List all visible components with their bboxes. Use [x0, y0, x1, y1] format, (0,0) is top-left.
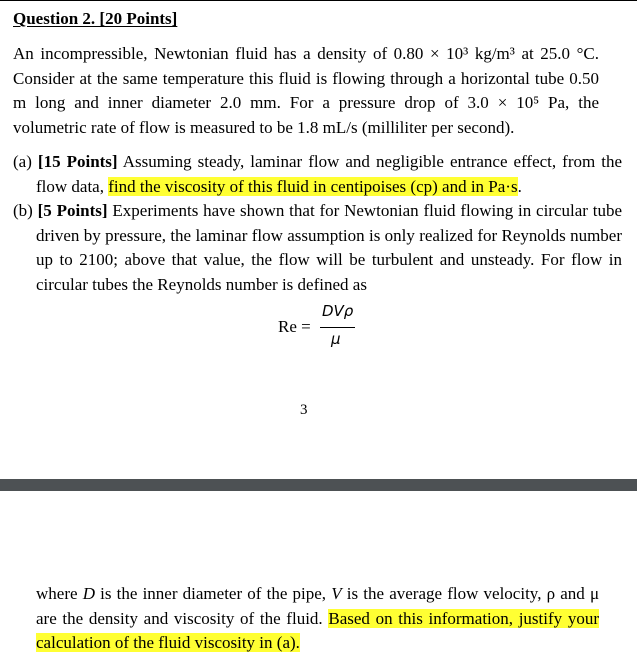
part-a-label: (a) [13, 152, 32, 171]
part-b [13, 199, 622, 297]
part-b-points: [5 Points] [37, 201, 108, 220]
reynolds-equation [278, 302, 368, 352]
part-a [13, 150, 622, 199]
equation-numerator: DVρ [322, 302, 354, 320]
continuation-text [36, 582, 599, 656]
var-v: V [331, 584, 342, 603]
question-intro: An incompressible, Newtonian fluid has a density of 0.80 × 10³ kg/m³ at 25.0 °C. Consider at the same temperature this fluid is flowing through a horizontal tube 0.50 m long and inner diameter 2.0 mm. For a pressure drop of 3.0 × 10⁵ Pa, the volumetric rate of flow is measured to be 1.8 mL/s (milliliter per second). [13, 44, 599, 137]
var-d: D [82, 584, 95, 603]
cont-t2: is the inner diameter of the pipe, [100, 584, 327, 603]
part-b-text: Experiments have shown that for Newtonian fluid flowing in circular tube driven by pressure, the laminar flow assumption is only realized for Reynolds number up to 2100; above that value, the flow will be turbulent and unsteady. For flow in circular tubes the Reynolds number is defined as [36, 201, 623, 294]
cont-t1: where [36, 584, 78, 603]
part-a-points: [15 Points] [37, 152, 118, 171]
continuation-highlight: Based on this information, justify your calculation of the fluid viscosity in (a). [36, 608, 599, 652]
equation-lhs: Re = [278, 317, 311, 336]
question-title: Question 2. [20 Points] [13, 9, 178, 28]
equation-denominator: μ [331, 330, 341, 348]
page-break-divider [0, 479, 637, 491]
cont-t3: is the average flow velocity, ρ and μ are the density and viscosity of the fluid. [36, 584, 600, 628]
page-number: 3 [300, 402, 308, 418]
part-a-highlight: find the viscosity of this fluid in centipoises (cp) and in Pa·s [108, 176, 518, 196]
part-b-label: (b) [13, 201, 33, 220]
part-a-end: . [517, 176, 522, 196]
part-a-text: Assuming steady, laminar flow and negligible entrance effect, from the flow data, [36, 152, 623, 196]
fraction-bar [320, 327, 355, 328]
